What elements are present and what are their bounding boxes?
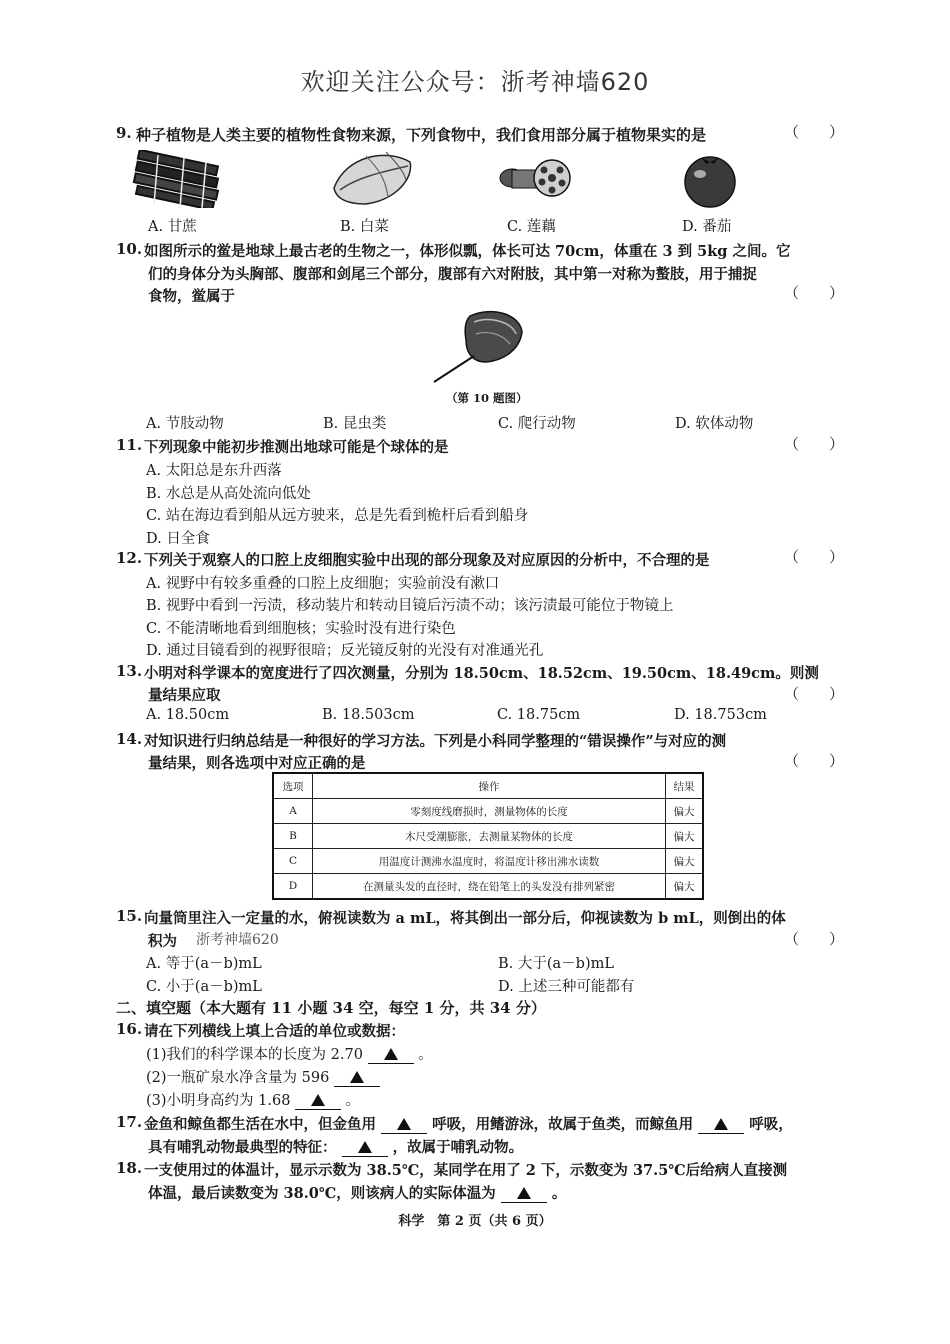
q12-option-a: A. 视野中有较多重叠的口腔上皮细胞；实验前没有漱口 <box>146 576 500 592</box>
section2-title: 二、填空题（本大题有 11 小题 34 空，每空 1 分，共 34 分） <box>116 999 546 1017</box>
watermark-text: 浙考神墙620 <box>196 932 279 948</box>
q18-line2 <box>148 1182 566 1203</box>
q10-answer-paren[interactable]: （ ） <box>784 284 845 302</box>
q18-line1: 一支使用过的体温计，显示示数为 38.5℃，某同学在用了 2 下，示数变为 37.5℃后给病人直接测 <box>144 1162 788 1179</box>
q17-blank-1[interactable] <box>381 1116 427 1134</box>
q16-blank-3[interactable] <box>295 1093 341 1110</box>
table-cell: B <box>273 824 313 849</box>
q9-text: 种子植物是人类主要的植物性食物来源，下列食物中，我们食用部分属于植物果实的是 <box>136 126 707 144</box>
q17-line1-part2: 呼吸，用鳍游泳，故属于鱼类，而鲸鱼用 <box>432 1116 694 1133</box>
q12-option-c: C. 不能清晰地看到细胞核；实验时没有进行染色 <box>146 621 456 637</box>
table-cell: A <box>273 799 313 824</box>
q13-number: 13. <box>116 662 143 680</box>
q12-option-b: B. 视野中看到一污渍，移动装片和转动目镜后污渍不动；该污渍最可能位于物镜上 <box>146 598 674 614</box>
answer-triangle-icon <box>517 1187 531 1199</box>
table-cell: C <box>273 849 313 874</box>
table-cell: 偏大 <box>666 799 704 824</box>
table-cell: 偏大 <box>666 874 704 900</box>
q9-option-b: B. 白菜 <box>340 219 389 235</box>
q10-figure-caption: （第 10 题图） <box>446 391 528 405</box>
horseshoe-crab-image <box>430 304 526 386</box>
q12-number: 12. <box>116 549 143 567</box>
lotus-root-image <box>498 156 576 200</box>
table-cell: 木尺受潮膨胀，去测量某物体的长度 <box>313 824 666 849</box>
q14-line1: 对知识进行归纳总结是一种很好的学习方法。下列是小科同学整理的“错误操作”与对应的测 <box>144 733 727 750</box>
q11-answer-paren[interactable]: （ ） <box>784 435 845 453</box>
q10-option-d: D. 软体动物 <box>675 416 754 432</box>
q13-option-b: B. 18.503cm <box>322 707 415 723</box>
q17-line1-part3: 呼吸， <box>749 1116 793 1133</box>
q14-line2: 量结果，则各选项中对应正确的是 <box>148 755 366 772</box>
page-footer: 科学 第 2 页（共 6 页） <box>398 1214 552 1229</box>
q15-option-c: C. 小于(a－b)mL <box>146 979 262 995</box>
q15-option-d: D. 上述三种可能都有 <box>498 979 635 995</box>
q16-item-1-end: 。 <box>418 1047 433 1063</box>
q17-line1-part1: 金鱼和鲸鱼都生活在水中，但金鱼用 <box>144 1116 376 1133</box>
q11-option-d: D. 日全食 <box>146 531 210 547</box>
q12-option-d: D. 通过目镜看到的视野很暗；反光镜反射的光没有对准通光孔 <box>146 643 544 659</box>
table-row <box>273 824 703 849</box>
q10-line2: 们的身体分为头胸部、腹部和剑尾三个部分，腹部有六对附肢，其中第一对称为螯肢，用于捕捉 <box>148 266 757 283</box>
q10-option-c: C. 爬行动物 <box>498 416 576 432</box>
table-row <box>273 799 703 824</box>
q13-option-c: C. 18.75cm <box>497 707 581 723</box>
table-header-cell: 操作 <box>313 773 666 799</box>
q9-number: 9. <box>116 124 132 142</box>
q16-blank-2[interactable] <box>334 1070 380 1087</box>
answer-triangle-icon <box>311 1094 325 1106</box>
q9-option-a: A. 甘蔗 <box>148 219 197 235</box>
q18-line2-part2: 。 <box>551 1185 567 1202</box>
q15-answer-paren[interactable]: （ ） <box>784 930 845 948</box>
q17-number: 17. <box>116 1113 143 1131</box>
q9-answer-paren[interactable]: （ ） <box>784 123 845 141</box>
q17-line2 <box>148 1136 523 1157</box>
q17-line2-part2: ，故属于哺乳动物。 <box>392 1139 524 1156</box>
q17-line2-part1: 具有哺乳动物最典型的特征： <box>148 1139 337 1156</box>
q17-line1 <box>144 1113 793 1134</box>
answer-triangle-icon <box>358 1141 372 1153</box>
chinese-cabbage-image <box>326 148 416 206</box>
q16-number: 16. <box>116 1020 143 1038</box>
q10-number: 10. <box>116 240 143 258</box>
q18-line2-part1: 体温，最后读数变为 38.0℃，则该病人的实际体温为 <box>148 1185 496 1202</box>
q13-line2: 量结果应取 <box>148 687 221 704</box>
q10-option-b: B. 昆虫类 <box>323 416 387 432</box>
q10-option-a: A. 节肢动物 <box>146 416 224 432</box>
q12-text: 下列关于观察人的口腔上皮细胞实验中出现的部分现象及对应原因的分析中，不合理的是 <box>144 552 710 569</box>
tomato-image <box>680 150 740 208</box>
table-header-cell: 选项 <box>273 773 313 799</box>
q15-option-a: A. 等于(a－b)mL <box>146 956 262 972</box>
q16-item-1-text: (1)我们的科学课本的长度为 2.70 <box>146 1047 363 1063</box>
answer-triangle-icon <box>350 1071 364 1083</box>
q9-option-d: D. 番茄 <box>682 219 732 235</box>
q15-number: 15. <box>116 907 143 925</box>
q13-answer-paren[interactable]: （ ） <box>784 685 845 703</box>
page-header: 欢迎关注公众号：浙考神墙620 <box>300 68 650 96</box>
q17-blank-2[interactable] <box>698 1116 744 1134</box>
q11-option-c: C. 站在海边看到船从远方驶来，总是先看到桅杆后看到船身 <box>146 508 529 524</box>
q10-line1: 如图所示的鲎是地球上最古老的生物之一，体形似瓢，体长可达 70cm，体重在 3 到 5kg 之间。它 <box>144 243 791 260</box>
q17-blank-3[interactable] <box>342 1139 388 1157</box>
q11-text: 下列现象中能初步推测出地球可能是个球体的是 <box>144 439 449 456</box>
table-header-row <box>273 773 703 799</box>
q14-operations-table <box>272 772 704 900</box>
q16-item-2 <box>146 1066 380 1087</box>
q16-text: 请在下列横线上填上合适的单位或数据： <box>144 1023 405 1040</box>
q16-item-2-text: (2)一瓶矿泉水净含量为 596 <box>146 1070 330 1086</box>
table-cell: 偏大 <box>666 849 704 874</box>
q16-item-3 <box>146 1089 360 1110</box>
q14-answer-paren[interactable]: （ ） <box>784 752 845 770</box>
q13-option-d: D. 18.753cm <box>674 707 767 723</box>
q16-blank-1[interactable] <box>368 1047 414 1064</box>
q15-line2: 积为 <box>148 933 177 950</box>
q11-option-b: B. 水总是从高处流向低处 <box>146 486 311 502</box>
table-cell: 偏大 <box>666 824 704 849</box>
q10-line3: 食物，鲎属于 <box>148 288 235 305</box>
q11-number: 11. <box>116 436 143 454</box>
table-row <box>273 874 703 900</box>
q16-item-3-text: (3)小明身高约为 1.68 <box>146 1093 291 1109</box>
answer-triangle-icon <box>384 1048 398 1060</box>
q11-option-a: A. 太阳总是东升西落 <box>146 463 282 479</box>
q16-item-3-end: 。 <box>345 1093 361 1109</box>
q15-option-b: B. 大于(a－b)mL <box>498 956 614 972</box>
table-header-cell: 结果 <box>666 773 704 799</box>
sugarcane-image <box>132 150 224 208</box>
q9-option-c: C. 莲藕 <box>507 219 556 235</box>
q16-item-1 <box>146 1043 433 1064</box>
table-row <box>273 849 703 874</box>
q13-line1: 小明对科学课本的宽度进行了四次测量，分别为 18.50cm、18.52cm、19.50cm、18.49cm。则测 <box>144 665 819 682</box>
answer-triangle-icon <box>714 1118 728 1130</box>
table-cell: D <box>273 874 313 900</box>
q14-number: 14. <box>116 730 143 748</box>
q18-number: 18. <box>116 1159 143 1177</box>
table-cell: 零刻度线磨损时，测量物体的长度 <box>313 799 666 824</box>
answer-triangle-icon <box>397 1118 411 1130</box>
q18-blank-1[interactable] <box>501 1185 547 1203</box>
q12-answer-paren[interactable]: （ ） <box>784 548 845 566</box>
table-cell: 在测量头发的直径时，绕在铅笔上的头发没有排列紧密 <box>313 874 666 900</box>
q13-option-a: A. 18.50cm <box>146 707 230 723</box>
table-cell: 用温度计测沸水温度时，将温度计移出沸水读数 <box>313 849 666 874</box>
q15-line1: 向量筒里注入一定量的水，俯视读数为 a mL，将其倒出一部分后，仰视读数为 b mL，则倒出的体 <box>144 910 786 927</box>
